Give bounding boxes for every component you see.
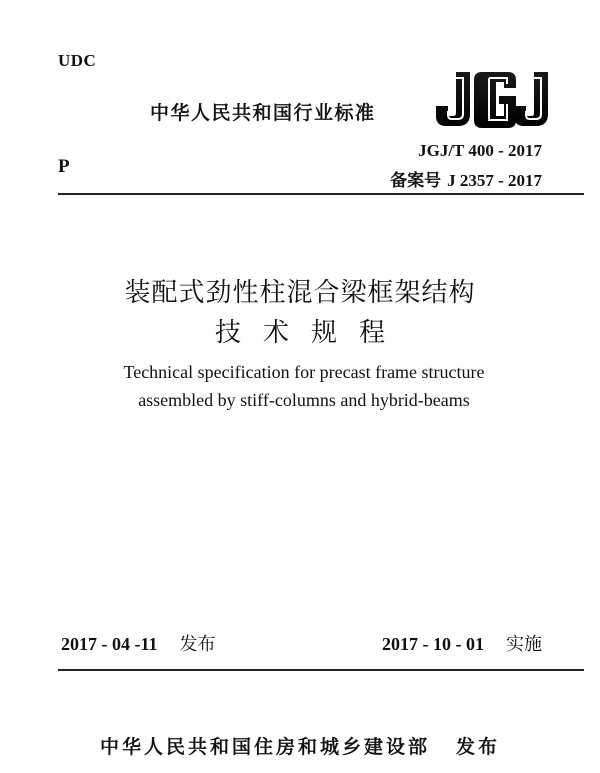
standard-type-label: 中华人民共和国行业标准 bbox=[150, 102, 376, 124]
title-english-line1: Technical specification for precast frame structure bbox=[123, 362, 485, 382]
top-divider bbox=[58, 193, 584, 195]
record-label: 备案号 bbox=[390, 171, 442, 191]
issue-label: 发布 bbox=[179, 634, 216, 655]
title-chinese-line1: 装配式劲性柱混合梁框架结构 bbox=[124, 278, 476, 308]
jgj-logo bbox=[434, 66, 550, 132]
standard-code: JGJ/T 400 - 2017 bbox=[418, 141, 542, 160]
title-english bbox=[0, 358, 600, 414]
title-english-line2: assembled by stiff-columns and hybrid-beams bbox=[138, 390, 470, 410]
title-chinese-line2: 技术规程 bbox=[214, 318, 407, 348]
implement-label: 实施 bbox=[506, 634, 542, 655]
record-number bbox=[390, 166, 542, 191]
publisher-line bbox=[0, 732, 600, 759]
issue-date-block bbox=[61, 630, 216, 656]
implement-date: 2017 - 10 - 01 bbox=[382, 634, 484, 654]
implement-date-block bbox=[382, 630, 542, 656]
publisher-name: 中华人民共和国住房和城乡建设部 bbox=[99, 736, 430, 758]
classification-label: P bbox=[58, 156, 70, 177]
publish-label: 发布 bbox=[456, 736, 501, 758]
issue-date: 2017 - 04 -11 bbox=[61, 634, 158, 654]
bottom-divider bbox=[58, 669, 584, 671]
record-code: J 2357 - 2017 bbox=[447, 171, 542, 190]
udc-label: UDC bbox=[58, 51, 97, 70]
